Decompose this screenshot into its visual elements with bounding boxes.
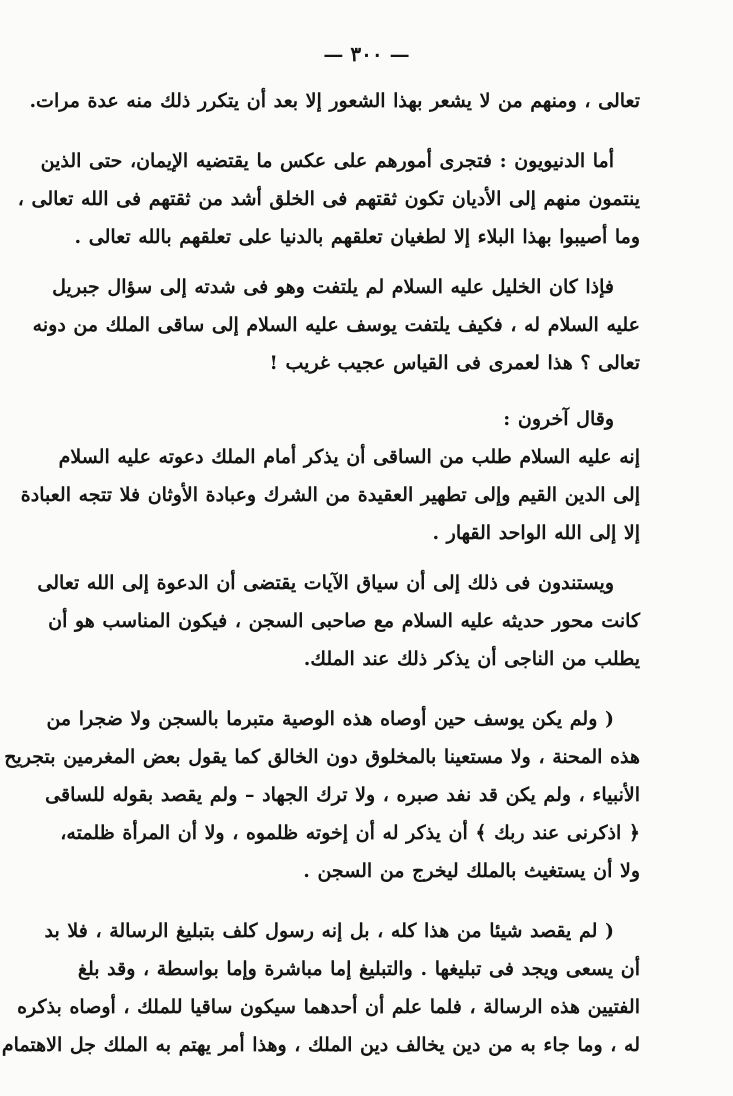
- paragraph-1: [29, 82, 640, 120]
- text-line: كانت محور حديثه عليه السلام مع صاحبى السجن ، فيكون المناسب هو أن: [48, 610, 640, 632]
- text-line: إلا إلى الله الواحد القهار .: [432, 522, 640, 544]
- text-line: له ، وما جاء به من دين يخالف دين الملك ، وهذا أمر يهتم به الملك جل الاهتمام: [1, 1034, 640, 1056]
- text-line: ﴿ اذكرنى عند ربك ﴾ أن يذكر له أن إخوته ظلموه ، ولا أن المرأة ظلمته،: [60, 822, 640, 844]
- paragraph-2: [17, 142, 640, 256]
- text-line: ( لم يقصد شيئا من هذا كله ، بل إنه رسول كلف بتبليغ الرسالة ، فلا بد: [44, 920, 614, 942]
- paragraph-3: [32, 268, 640, 382]
- text-line: إنه عليه السلام طلب من الساقى أن يذكر أمام الملك دعوته عليه السلام: [58, 446, 640, 468]
- text-line: أما الدنيويون : فتجرى أمورهم على عكس ما يقتضيه الإيمان، حتى الذين: [40, 150, 614, 172]
- paragraph-4: [20, 400, 640, 552]
- text-line: أن يسعى ويجد فى تبليغها . والتبليغ إما مباشرة وإما بواسطة ، وقد بلغ: [77, 958, 640, 980]
- text-line: هذه المحنة ، ولا مستعينا بالمخلوق دون الخالق كما يقول بعض المغرمين بتجريح: [4, 746, 640, 768]
- text-line: تعالى ، ومنهم من لا يشعر بهذا الشعور إلا بعد أن يتكرر ذلك منه عدة مرات.: [29, 90, 640, 112]
- text-line: ولا أن يستغيث بالملك ليخرج من السجن .: [303, 860, 640, 882]
- text-line: يطلب من الناجى أن يذكر ذلك عند الملك.: [303, 648, 640, 670]
- text-line: وقال آخرون :: [503, 408, 614, 430]
- text-line: إلى الدين القيم وإلى تطهير العقيدة من الشرك وعبادة الأوثان فلا تتجه العبادة: [20, 484, 640, 506]
- text-line: وما أصيبوا بهذا البلاء إلا لطغيان تعلقهم بالدنيا على تعلقهم بالله تعالى .: [74, 226, 640, 248]
- paragraph-5: [37, 564, 640, 678]
- text-line: الفتيين هذه الرسالة ، فلما علم أن أحدهما سيكون ساقيا للملك ، أوصاه بذكره: [17, 996, 640, 1018]
- page-number: — ٣٠٠ —: [323, 42, 410, 66]
- paragraph-7: [1, 912, 640, 1064]
- text-line: ( ولم يكن يوسف حين أوصاه هذه الوصية متبرما بالسجن ولا ضجرا من: [46, 708, 614, 730]
- text-line: ينتمون منهم إلى الأديان تكون ثقتهم فى الخلق أشد من ثقتهم فى الله تعالى ،: [17, 188, 640, 210]
- text-line: فإذا كان الخليل عليه السلام لم يلتفت وهو فى شدته إلى سؤال جبريل: [52, 276, 614, 298]
- paragraph-6: [4, 700, 640, 890]
- text-line: عليه السلام له ، فكيف يلتفت يوسف عليه السلام إلى ساقى الملك من دونه: [32, 314, 640, 336]
- text-line: الأنبياء ، ولم يكن قد نفد صبره ، ولا ترك الجهاد – ولم يقصد بقوله للساقى: [45, 784, 640, 806]
- text-line: ويستندون فى ذلك إلى أن سياق الآيات يقتضى أن الدعوة إلى الله تعالى: [37, 572, 614, 594]
- text-line: تعالى ؟ هذا لعمرى فى القياس عجيب غريب !: [269, 352, 640, 374]
- page-body: [1, 82, 640, 1064]
